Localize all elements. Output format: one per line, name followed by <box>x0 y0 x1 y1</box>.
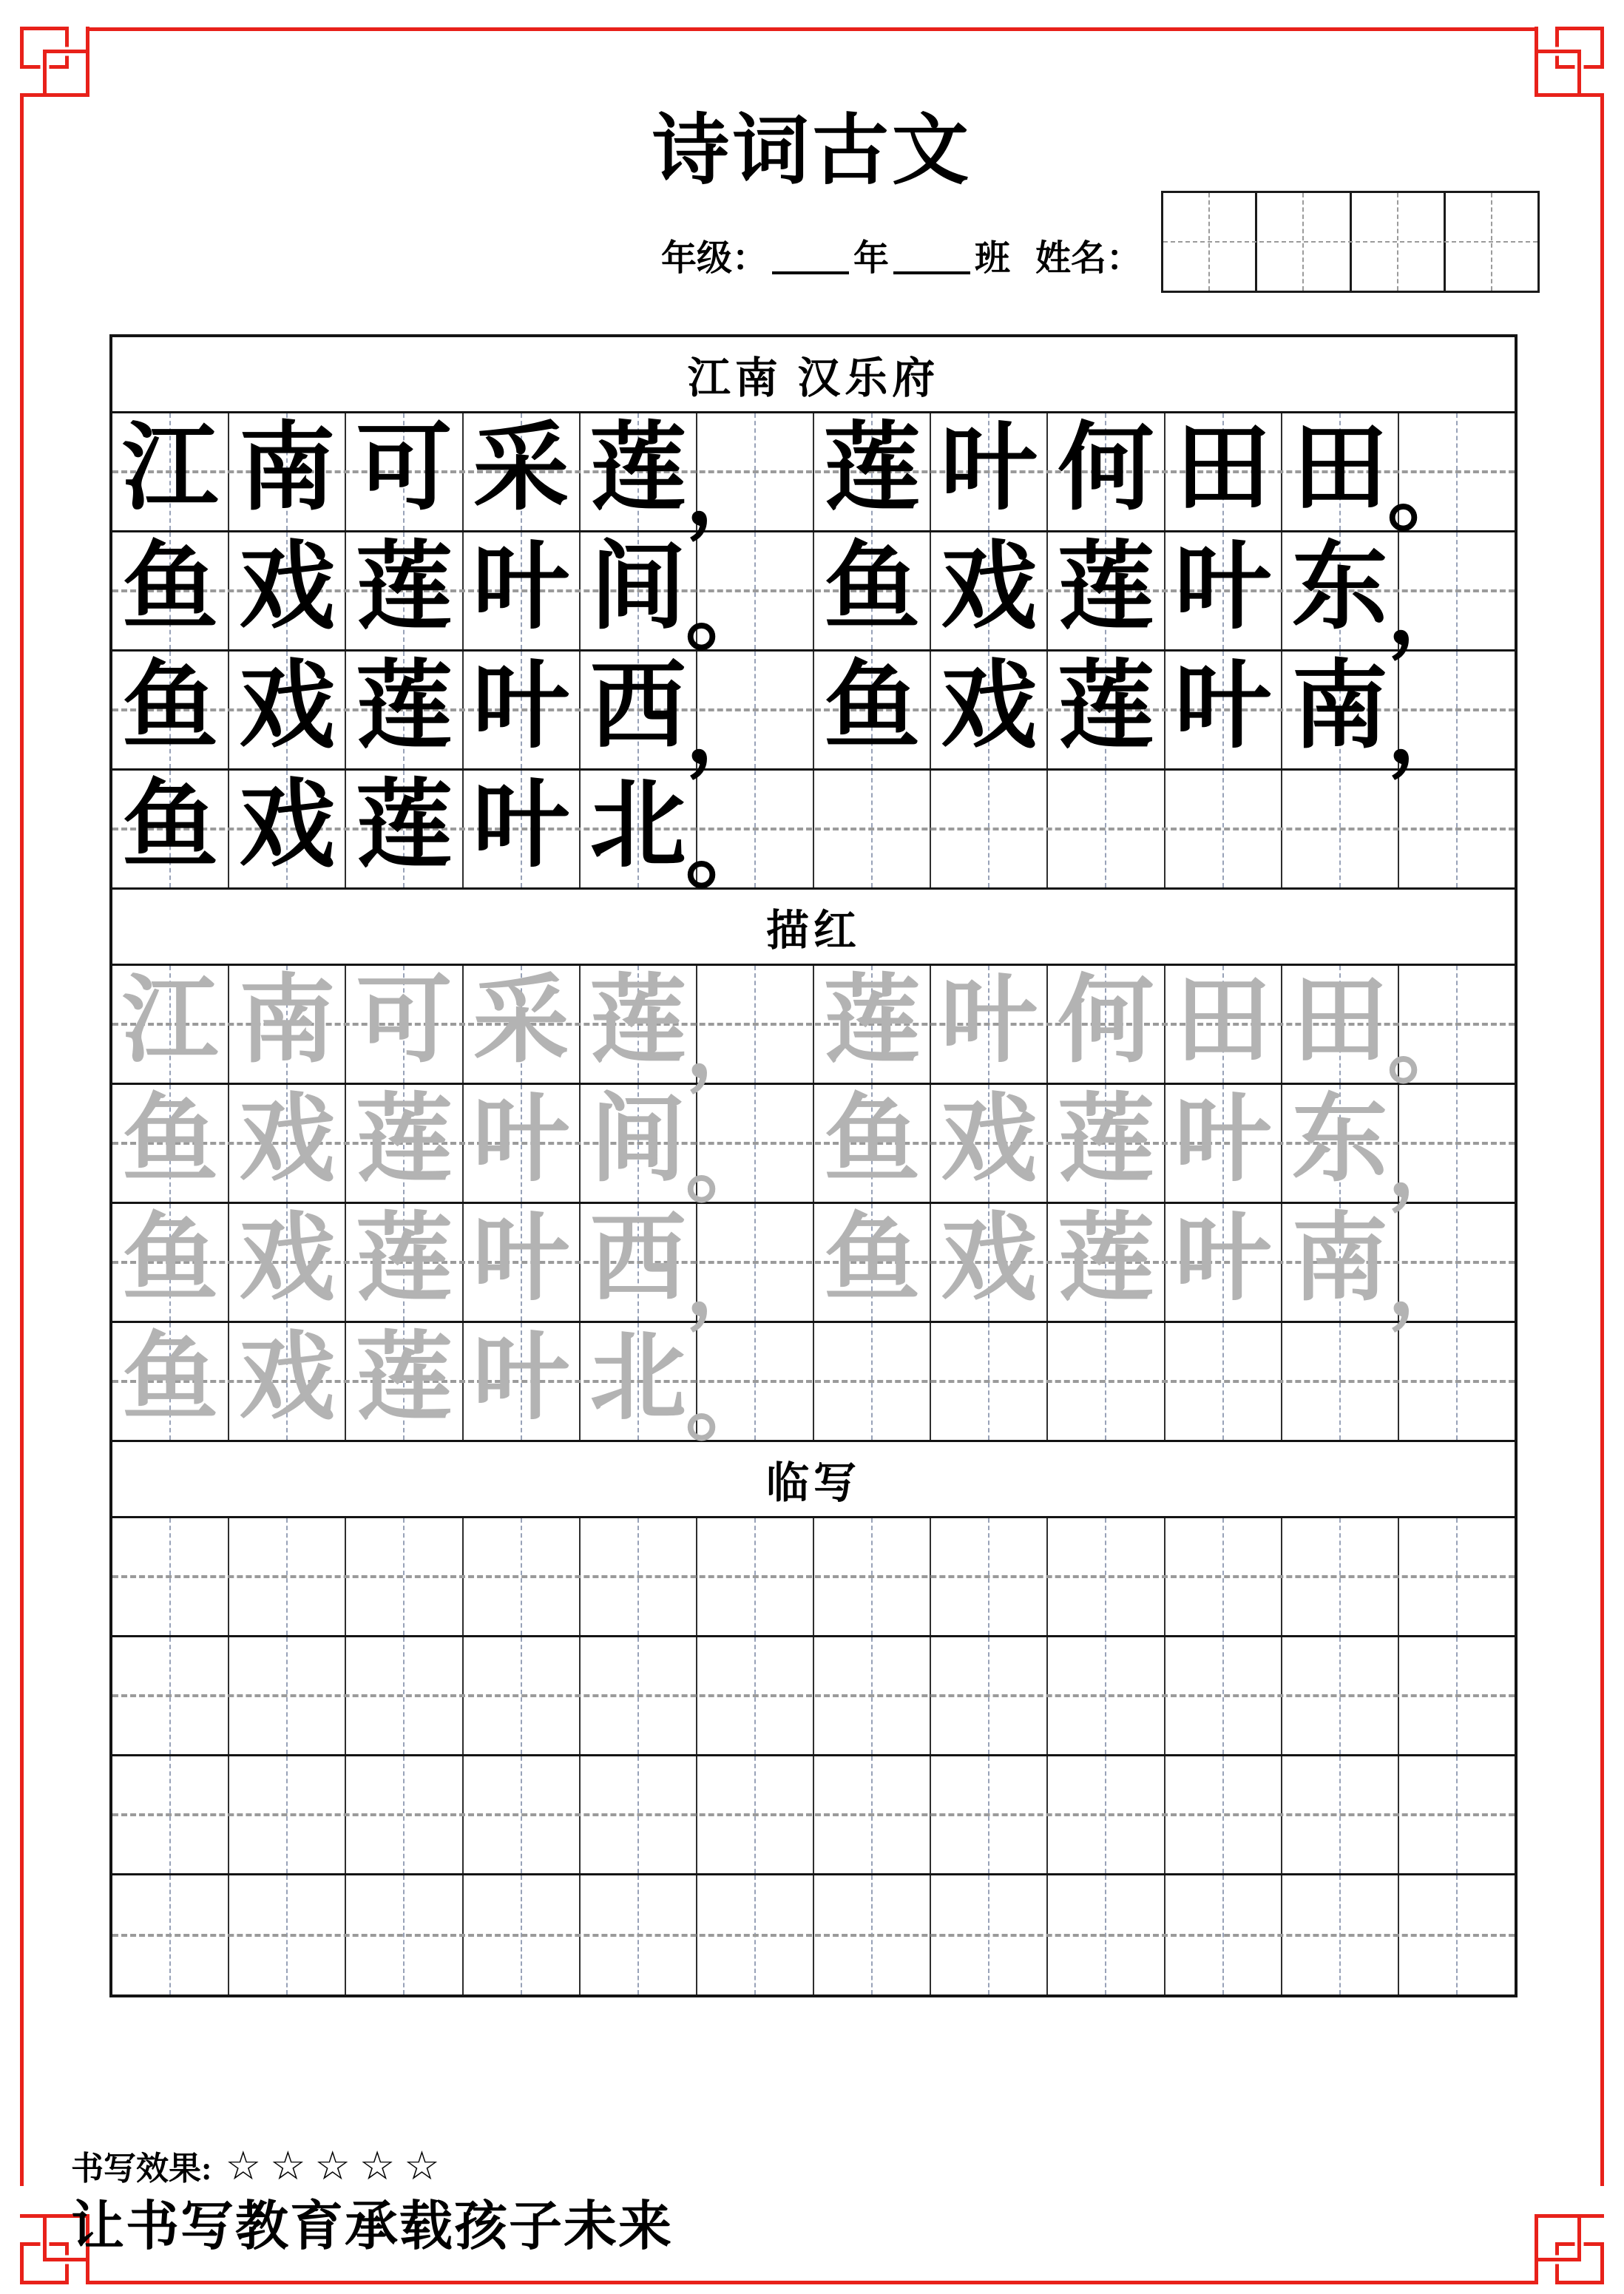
grid-cell <box>697 1756 814 1873</box>
character-glyph: 叶 <box>473 654 569 761</box>
grid-cell <box>229 1085 346 1202</box>
class-suffix: 班 <box>975 239 1011 278</box>
character-glyph: 北 <box>589 1325 686 1432</box>
character-glyph: 田 <box>1174 416 1271 523</box>
character-glyph: 田 <box>1174 968 1271 1075</box>
character-glyph: 田 <box>1291 416 1388 523</box>
grid-cell <box>464 1637 581 1754</box>
grid-cell <box>229 413 346 530</box>
character-glyph: 何 <box>1058 968 1154 1075</box>
frame-bottom-line <box>87 2281 1537 2284</box>
grid-cell <box>814 1756 931 1873</box>
page-title: 诗词古文 <box>652 109 972 194</box>
grid-cell <box>581 413 697 530</box>
grid-cell <box>685 652 814 779</box>
grid-cell <box>1165 413 1282 530</box>
character-glyph: 北 <box>589 773 686 880</box>
grid-cell <box>1282 1204 1399 1321</box>
grid-cell <box>1048 1637 1165 1754</box>
grid-cell <box>112 1756 229 1873</box>
grid-cell <box>464 1518 581 1635</box>
character-glyph: 叶 <box>473 1325 569 1432</box>
character-glyph: 莲 <box>589 416 686 523</box>
character-glyph: 江 <box>122 968 219 1075</box>
character-glyph: 叶 <box>473 773 569 880</box>
practice-table <box>109 334 1518 1997</box>
grid-cell <box>581 1323 697 1440</box>
character-glyph: 采 <box>473 416 569 523</box>
character-glyph: ， <box>685 995 774 1094</box>
character-glyph: 莲 <box>589 968 686 1075</box>
grid-cell <box>685 1085 814 1213</box>
grid-cell <box>1048 1756 1165 1873</box>
grid-cell <box>1048 771 1165 887</box>
grid-cell <box>581 1637 697 1754</box>
section-header-copying: 临写 <box>112 1442 1515 1518</box>
grid-cell <box>1282 1875 1399 1994</box>
writing-effect-label: 书写效果: <box>71 2151 212 2187</box>
character-glyph: ， <box>685 680 774 779</box>
grid-cell <box>229 652 346 768</box>
grid-cell <box>697 1637 814 1754</box>
writing-effect-line <box>71 2142 449 2189</box>
grid-cell <box>931 1085 1048 1202</box>
character-glyph: 戏 <box>239 1206 336 1313</box>
grid-cell <box>697 1875 814 1994</box>
character-glyph: 叶 <box>1174 535 1271 642</box>
character-glyph: ， <box>1387 1114 1476 1213</box>
grid-cell <box>464 1323 581 1440</box>
grid-row <box>112 771 1515 899</box>
grid-cell <box>112 1323 229 1440</box>
character-glyph: 。 <box>685 799 774 899</box>
character-glyph: 叶 <box>1174 1087 1271 1194</box>
grid-cell <box>229 1875 346 1994</box>
grid-cell <box>1399 1875 1515 1994</box>
character-glyph: 莲 <box>824 416 921 523</box>
grid-cell <box>1282 1756 1399 1873</box>
character-glyph: 戏 <box>239 1325 336 1432</box>
grid-cell <box>931 532 1048 649</box>
grid-row <box>112 413 1515 541</box>
grid-cell <box>814 1085 931 1202</box>
grid-cell <box>1048 1085 1165 1202</box>
grid-cell <box>814 1637 931 1754</box>
grid-cell <box>931 652 1048 768</box>
grid-cell <box>229 1756 346 1873</box>
grid-cell <box>112 652 229 768</box>
grid-cell <box>346 1518 463 1635</box>
grid-cell <box>685 771 814 899</box>
grid-cell <box>464 413 581 530</box>
grid-cell <box>464 1204 581 1321</box>
grid-cell <box>464 1756 581 1873</box>
character-glyph: 鱼 <box>122 1087 219 1194</box>
grid-cell <box>581 1875 697 1994</box>
grid-row <box>112 1518 1515 1637</box>
grid-row <box>112 1756 1515 1875</box>
grid-cell <box>1048 1323 1165 1440</box>
character-glyph: 鱼 <box>122 1325 219 1432</box>
grid-cell <box>1165 1518 1282 1635</box>
grid-cell <box>112 966 229 1083</box>
name-grid-cell <box>1257 193 1351 291</box>
grid-cell <box>581 1085 697 1202</box>
character-glyph: 间 <box>589 535 686 642</box>
character-glyph: 间 <box>589 1087 686 1194</box>
character-glyph: 鱼 <box>824 535 921 642</box>
grid-row <box>112 532 1515 660</box>
grid-cell <box>931 1518 1048 1635</box>
class-blank-field <box>893 271 970 274</box>
grid-cell <box>814 771 931 887</box>
grid-cell <box>1282 532 1399 649</box>
character-glyph: 。 <box>685 1352 774 1451</box>
grid-cell <box>1048 1204 1165 1321</box>
section-header-model: 江南 汉乐府 <box>112 337 1515 413</box>
grid-row <box>112 652 1515 779</box>
grid-cell <box>931 966 1048 1083</box>
grid-cell <box>1165 1323 1282 1440</box>
grid-cell <box>1387 1204 1515 1332</box>
character-glyph: 南 <box>1291 1206 1388 1313</box>
character-glyph: 戏 <box>239 535 336 642</box>
character-glyph: 鱼 <box>122 773 219 880</box>
name-writing-grid <box>1161 191 1540 293</box>
character-glyph: 莲 <box>356 535 453 642</box>
name-grid-cell <box>1352 193 1446 291</box>
grid-cell <box>346 1756 463 1873</box>
character-glyph: 莲 <box>356 654 453 761</box>
character-glyph: 戏 <box>941 1087 1038 1194</box>
grid-cell <box>346 771 463 887</box>
grid-cell <box>1387 966 1515 1094</box>
corner-knot-icon <box>1504 2185 1604 2284</box>
grid-row <box>112 1875 1515 1994</box>
grid-cell <box>112 1518 229 1635</box>
name-grid-cell <box>1446 193 1537 291</box>
grid-cell <box>814 413 931 530</box>
grid-cell <box>931 413 1048 530</box>
grid-cell <box>1165 1085 1282 1202</box>
grid-cell <box>931 1756 1048 1873</box>
name-grid-cell <box>1163 193 1257 291</box>
grid-cell <box>1399 771 1515 887</box>
grid-cell <box>1165 966 1282 1083</box>
character-glyph: 莲 <box>356 1087 453 1194</box>
character-glyph: 叶 <box>941 416 1038 523</box>
grid-cell <box>112 413 229 530</box>
character-glyph: 叶 <box>941 968 1038 1075</box>
character-glyph: 鱼 <box>122 1206 219 1313</box>
grid-cell <box>1399 1323 1515 1440</box>
grid-row <box>112 1637 1515 1756</box>
grid-cell <box>1282 652 1399 768</box>
grid-cell <box>1048 1518 1165 1635</box>
character-glyph: 莲 <box>824 968 921 1075</box>
character-glyph: 何 <box>1058 416 1154 523</box>
grid-cell <box>1282 771 1399 887</box>
grid-cell <box>1048 413 1165 530</box>
grid-cell <box>581 1204 697 1321</box>
grid-row <box>112 1204 1515 1332</box>
character-glyph: ， <box>1387 1233 1476 1332</box>
character-glyph: 叶 <box>473 1206 569 1313</box>
character-glyph: ， <box>1387 561 1476 660</box>
grid-cell <box>931 1637 1048 1754</box>
grid-cell <box>1399 1756 1515 1873</box>
grid-cell <box>112 1204 229 1321</box>
grid-cell <box>814 1204 931 1321</box>
grid-cell <box>814 1518 931 1635</box>
grid-cell <box>1165 1637 1282 1754</box>
frame-left-line <box>20 95 24 2186</box>
grid-cell <box>1282 413 1399 530</box>
grid-row <box>112 1323 1515 1451</box>
section-header-tracing: 描红 <box>112 890 1515 966</box>
character-glyph: 鱼 <box>824 1206 921 1313</box>
character-glyph: 江 <box>122 416 219 523</box>
character-glyph: 。 <box>685 1114 774 1213</box>
character-glyph: 莲 <box>356 1325 453 1432</box>
grid-cell <box>931 1204 1048 1321</box>
grid-cell <box>1048 1875 1165 1994</box>
character-glyph: 南 <box>1291 654 1388 761</box>
grid-cell <box>1165 771 1282 887</box>
grid-cell <box>229 1518 346 1635</box>
grid-cell <box>346 413 463 530</box>
grid-cell <box>346 1637 463 1754</box>
grid-cell <box>112 532 229 649</box>
grid-cell <box>229 1204 346 1321</box>
grid-cell <box>229 1637 346 1754</box>
character-glyph: 鱼 <box>122 654 219 761</box>
character-glyph: 可 <box>356 968 453 1075</box>
character-glyph: 南 <box>239 416 336 523</box>
character-glyph: 鱼 <box>122 535 219 642</box>
character-glyph: 叶 <box>1174 1206 1271 1313</box>
character-glyph: 南 <box>239 968 336 1075</box>
grid-cell <box>814 652 931 768</box>
grid-cell <box>464 652 581 768</box>
character-glyph: 戏 <box>239 1087 336 1194</box>
grid-cell <box>697 1518 814 1635</box>
character-glyph: 戏 <box>239 654 336 761</box>
grid-cell <box>581 652 697 768</box>
grid-cell <box>1282 1518 1399 1635</box>
grid-cell <box>1165 652 1282 768</box>
grid-cell <box>581 771 697 887</box>
grid-cell <box>581 532 697 649</box>
grade-name-line <box>661 238 1142 279</box>
grid-cell <box>1165 1756 1282 1873</box>
character-glyph: 。 <box>685 561 774 660</box>
grid-cell <box>229 1323 346 1440</box>
character-glyph: 鱼 <box>824 1087 921 1194</box>
grid-cell <box>685 1204 814 1332</box>
grid-cell <box>814 966 931 1083</box>
grid-cell <box>346 1204 463 1321</box>
grid-cell <box>685 1323 814 1451</box>
grid-cell <box>1282 1323 1399 1440</box>
grid-cell <box>229 966 346 1083</box>
grid-cell <box>464 1085 581 1202</box>
grid-cell <box>1165 1875 1282 1994</box>
grid-cell <box>346 652 463 768</box>
grid-cell <box>1048 652 1165 768</box>
grid-cell <box>1165 1204 1282 1321</box>
grid-cell <box>1282 966 1399 1083</box>
grid-cell <box>931 1875 1048 1994</box>
grid-cell <box>112 1875 229 1994</box>
grid-cell <box>112 1085 229 1202</box>
grid-cell <box>1048 966 1165 1083</box>
character-glyph: 戏 <box>239 773 336 880</box>
frame-right-line <box>1600 95 1604 2186</box>
character-glyph: 西 <box>589 654 686 761</box>
grid-cell <box>464 771 581 887</box>
rating-stars: ☆☆☆☆☆ <box>225 2142 449 2189</box>
character-glyph: 叶 <box>473 1087 569 1194</box>
character-glyph: ， <box>685 442 774 541</box>
grid-cell <box>1399 1637 1515 1754</box>
grid-cell <box>1387 652 1515 779</box>
grid-cell <box>112 771 229 887</box>
character-glyph: ， <box>685 1233 774 1332</box>
grid-cell <box>931 1323 1048 1440</box>
character-glyph: 莲 <box>1058 1206 1154 1313</box>
grid-cell <box>581 966 697 1083</box>
grade-label: 年级： <box>661 239 768 278</box>
character-glyph: 戏 <box>941 654 1038 761</box>
grid-row <box>112 1085 1515 1213</box>
character-glyph: 。 <box>1387 442 1476 541</box>
footer-slogan: 让书写教育承载孩子未来 <box>71 2197 674 2256</box>
character-glyph: ， <box>1387 680 1476 779</box>
character-glyph: 戏 <box>941 1206 1038 1313</box>
character-glyph: 戏 <box>941 535 1038 642</box>
character-glyph: 采 <box>473 968 569 1075</box>
character-glyph: 鱼 <box>824 654 921 761</box>
grid-cell <box>229 532 346 649</box>
grid-cell <box>814 1875 931 1994</box>
character-glyph: 田 <box>1291 968 1388 1075</box>
character-glyph: 莲 <box>1058 654 1154 761</box>
grid-cell <box>112 1637 229 1754</box>
character-glyph: 叶 <box>473 535 569 642</box>
grid-cell <box>1282 1085 1399 1202</box>
grid-cell <box>581 1518 697 1635</box>
grid-cell <box>346 1323 463 1440</box>
character-glyph: 东 <box>1291 535 1388 642</box>
grid-cell <box>346 966 463 1083</box>
character-glyph: 东 <box>1291 1087 1388 1194</box>
grid-cell <box>685 966 814 1094</box>
grid-cell <box>581 1756 697 1873</box>
grid-cell <box>1399 1518 1515 1635</box>
grid-cell <box>346 1875 463 1994</box>
grid-cell <box>1387 1085 1515 1213</box>
grade-blank-field <box>772 271 849 274</box>
character-glyph: 。 <box>1387 995 1476 1094</box>
character-glyph: 莲 <box>1058 535 1154 642</box>
character-glyph: 莲 <box>356 1206 453 1313</box>
grid-cell <box>346 532 463 649</box>
year-suffix: 年 <box>853 239 890 278</box>
character-glyph: 莲 <box>356 773 453 880</box>
grid-cell <box>1048 532 1165 649</box>
grid-cell <box>464 966 581 1083</box>
character-glyph: 莲 <box>1058 1087 1154 1194</box>
character-glyph: 可 <box>356 416 453 523</box>
grid-cell <box>685 532 814 660</box>
character-glyph: 西 <box>589 1206 686 1313</box>
frame-top-line <box>87 27 1537 31</box>
grid-cell <box>685 413 814 541</box>
grid-cell <box>1282 1637 1399 1754</box>
grid-row <box>112 966 1515 1094</box>
character-glyph: 叶 <box>1174 654 1271 761</box>
name-label: 姓名： <box>1035 239 1143 278</box>
grid-cell <box>1387 413 1515 541</box>
grid-cell <box>346 1085 463 1202</box>
grid-cell <box>931 771 1048 887</box>
grid-cell <box>814 532 931 649</box>
grid-cell <box>229 771 346 887</box>
grid-cell <box>464 532 581 649</box>
grid-cell <box>1387 532 1515 660</box>
grid-cell <box>814 1323 931 1440</box>
grid-cell <box>1165 532 1282 649</box>
grid-cell <box>464 1875 581 1994</box>
